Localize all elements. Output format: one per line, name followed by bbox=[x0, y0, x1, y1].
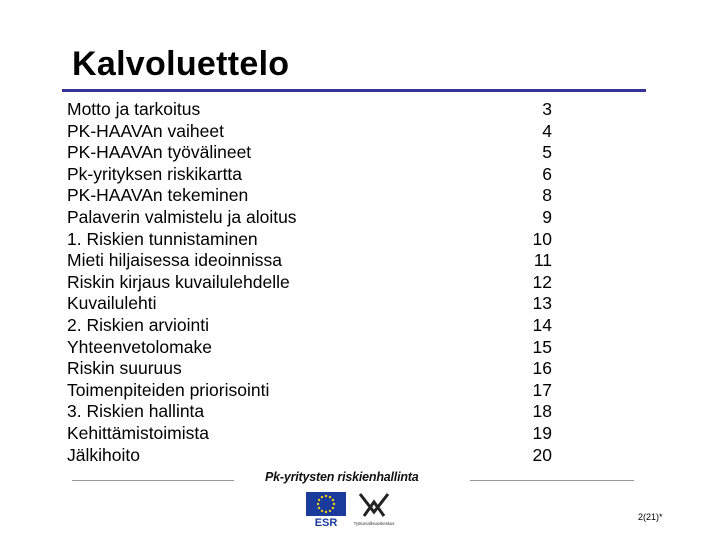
eu-star-icon bbox=[317, 503, 319, 505]
toc-entry-page: 14 bbox=[532, 314, 552, 335]
esr-logo-text: ESR bbox=[314, 517, 338, 528]
footer-divider-right bbox=[470, 480, 634, 481]
toc-entry-page: 17 bbox=[532, 379, 552, 400]
partner-logo-text: Työturvallisuuskeskus bbox=[353, 521, 395, 526]
toc-entry-page: 8 bbox=[542, 185, 552, 206]
toc-entry-label: Kuvailulehti bbox=[67, 293, 157, 314]
toc-entry bbox=[67, 250, 552, 272]
toc-entry-label: 3. Riskien hallinta bbox=[67, 401, 205, 422]
toc-entry-label: Riskin suuruus bbox=[67, 358, 182, 379]
toc-entry-page: 13 bbox=[532, 293, 552, 314]
toc-entry-label: PK-HAAVAn vaiheet bbox=[67, 120, 224, 141]
toc-entry-page: 18 bbox=[532, 401, 552, 422]
title-underline bbox=[62, 89, 646, 92]
toc-entry-page: 15 bbox=[532, 336, 552, 357]
toc-entry-label: Yhteenvetolomake bbox=[67, 336, 212, 357]
toc-entry-label: Palaverin valmistelu ja aloitus bbox=[67, 206, 297, 227]
table-of-contents bbox=[67, 99, 552, 466]
toc-entry-label: PK-HAAVAn työvälineet bbox=[67, 142, 252, 163]
toc-entry bbox=[67, 164, 552, 186]
toc-entry-label: 1. Riskien tunnistaminen bbox=[67, 228, 258, 249]
toc-entry bbox=[67, 445, 552, 467]
toc-entry-page: 20 bbox=[532, 444, 552, 465]
toc-entry-page: 9 bbox=[542, 206, 552, 227]
footer-tagline: Pk-yritysten riskienhallinta bbox=[265, 470, 419, 484]
toc-entry-label: PK-HAAVAn tekeminen bbox=[67, 185, 249, 206]
toc-entry-label: Kehittämistoimista bbox=[67, 422, 209, 443]
toc-entry-label: Pk-yrityksen riskikartta bbox=[67, 163, 243, 184]
toc-entry-page: 3 bbox=[542, 99, 552, 119]
toc-entry bbox=[67, 315, 552, 337]
eu-star-icon bbox=[318, 499, 320, 501]
eu-star-icon bbox=[332, 499, 334, 501]
toc-entry-page: 16 bbox=[532, 358, 552, 379]
toc-entry-page: 19 bbox=[532, 422, 552, 443]
toc-entry-page: 6 bbox=[542, 163, 552, 184]
toc-entry-page: 12 bbox=[532, 271, 552, 292]
toc-entry-label: Mieti hiljaisessa ideoinnissa bbox=[67, 250, 282, 271]
eu-star-icon bbox=[332, 507, 334, 509]
eu-star-icon bbox=[333, 503, 335, 505]
toc-entry bbox=[67, 142, 552, 164]
esr-logo bbox=[306, 492, 346, 528]
slide-number: 2(21)* bbox=[638, 512, 663, 522]
toc-entry bbox=[67, 185, 552, 207]
toc-entry bbox=[67, 380, 552, 402]
eu-star-icon bbox=[321, 510, 323, 512]
toc-entry-label: Toimenpiteiden priorisointi bbox=[67, 379, 270, 400]
eu-star-icon bbox=[329, 496, 331, 498]
toc-entry bbox=[67, 423, 552, 445]
partner-logo bbox=[350, 490, 398, 528]
toc-entry bbox=[67, 207, 552, 229]
eu-star-icon bbox=[325, 495, 327, 497]
toc-entry bbox=[67, 358, 552, 380]
toc-entry-label: 2. Riskien arviointi bbox=[67, 314, 209, 335]
eu-star-icon bbox=[329, 510, 331, 512]
toc-entry-page: 4 bbox=[542, 120, 552, 141]
toc-entry-page: 11 bbox=[533, 250, 552, 271]
page-title: Kalvoluettelo bbox=[72, 45, 290, 83]
footer-divider-left bbox=[72, 480, 234, 481]
toc-entry bbox=[67, 272, 552, 294]
eu-star-icon bbox=[318, 507, 320, 509]
toc-entry bbox=[67, 401, 552, 423]
toc-entry bbox=[67, 293, 552, 315]
toc-entry-label: Motto ja tarkoitus bbox=[67, 99, 201, 119]
toc-entry bbox=[67, 229, 552, 251]
eu-star-icon bbox=[325, 511, 327, 513]
eu-star-icon bbox=[321, 496, 323, 498]
toc-entry-page: 5 bbox=[542, 142, 552, 163]
toc-entry-label: Jälkihoito bbox=[67, 444, 140, 465]
toc-entry-label: Riskin kirjaus kuvailulehdelle bbox=[67, 271, 290, 292]
toc-entry bbox=[67, 99, 552, 121]
toc-entry bbox=[67, 337, 552, 359]
toc-entry bbox=[67, 121, 552, 143]
toc-entry-page: 10 bbox=[532, 228, 552, 249]
